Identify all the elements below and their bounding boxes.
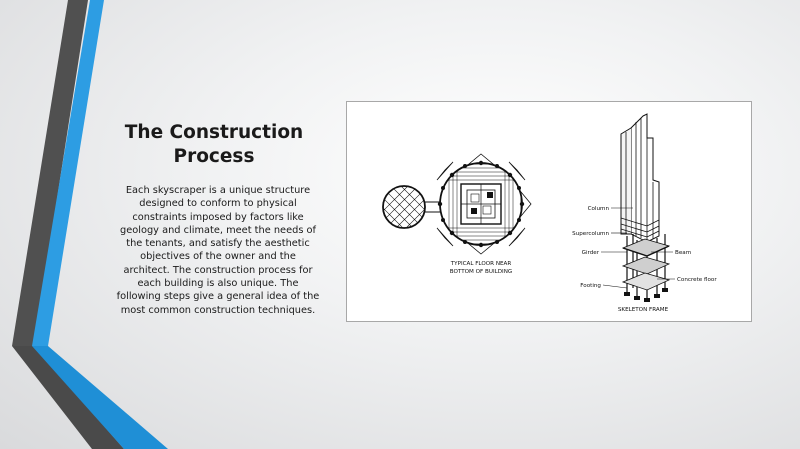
body-paragraph [98,184,338,317]
title-line-1: The Construction [124,122,304,143]
floor-caption-line-2: BOTTOM OF BUILDING [449,269,513,275]
skyscraper-diagram [347,102,753,323]
floor-caption-line-1: TYPICAL FLOOR NEAR [450,261,512,267]
body-line: Each skyscraper is a unique structure [125,185,311,196]
slide-title [98,121,330,169]
label-column: Column [587,206,609,212]
label-supercolumn: Supercolumn [572,231,609,237]
body-line: following steps give a general idea of the [116,291,320,303]
body-line: geology and climate, meet the needs of [120,224,316,236]
title-line-2: Process [173,146,255,167]
frame-caption: SKELETON FRAME [617,307,669,313]
body-line: most common construction techniques. [120,304,316,316]
label-footing: Footing [580,283,601,289]
typical-floor-plan [367,152,531,267]
skyscraper-diagram-figure [346,101,752,322]
body-line: each building is also unique. The [137,278,299,290]
label-beam: Beam [675,250,692,256]
body-line: architect. The construction process for [123,264,313,276]
body-line: the tenants, and satisfy the aesthetic [126,238,310,250]
body-line: objectives of the owner and the [140,251,296,263]
label-concrete-floor: Concrete floor [677,277,717,283]
body-line: designed to conform to physical [139,198,297,210]
body-line: constraints imposed by factors like [132,211,304,223]
label-girder: Girder [581,250,599,256]
